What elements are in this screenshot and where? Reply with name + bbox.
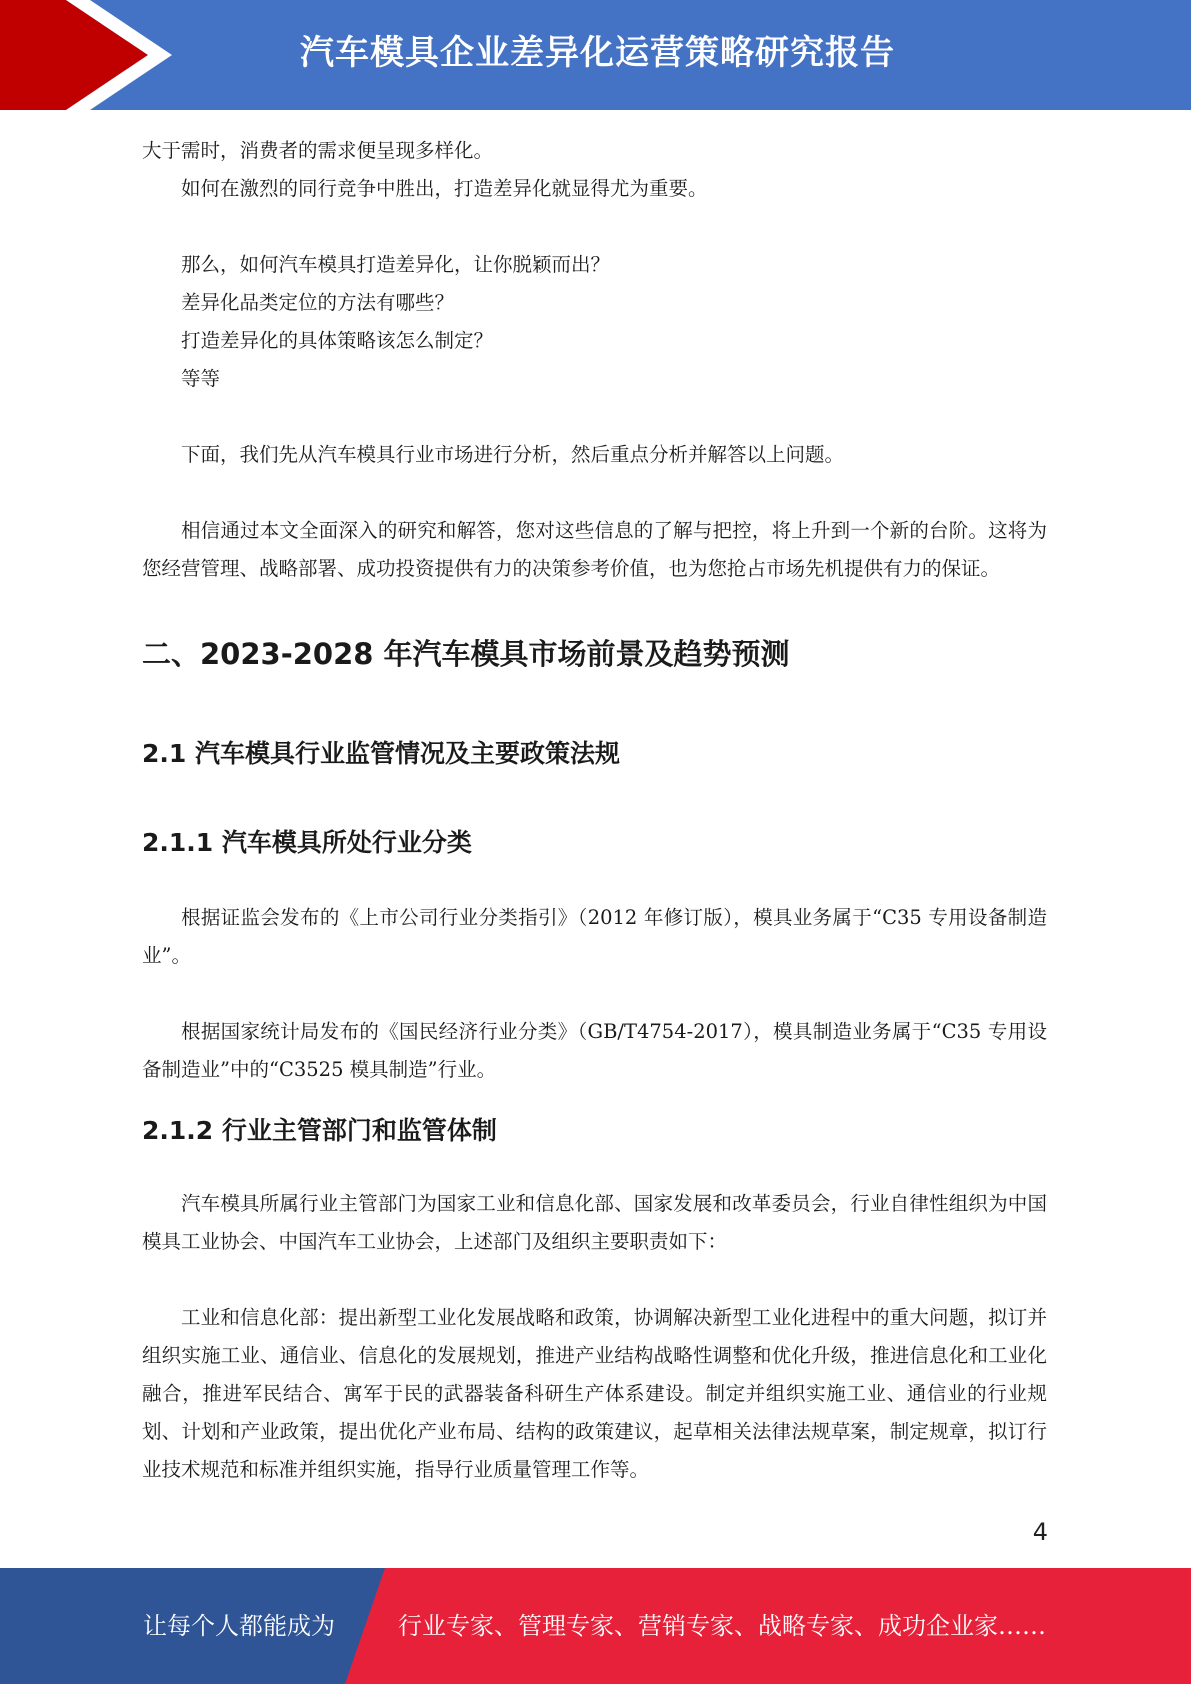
footer-slogan-right: 行业专家、管理专家、营销专家、战略专家、成功企业家…… (398, 1612, 1046, 1640)
chapter-heading: 二、2023-2028 年汽车模具市场前景及趋势预测 (142, 637, 790, 671)
paragraph: 大于需时，消费者的需求便呈现多样化。 (142, 139, 494, 162)
page-body (142, 132, 1047, 1489)
section-heading: 2.1 汽车模具行业监管情况及主要政策法规 (142, 739, 620, 768)
paragraph: 工业和信息化部：提出新型工业化发展战略和政策，协调解决新型工业化进程中的重大问题，拟订并组织实施工业、通信业、信息化的发展规划，推进产业结构战略性调整和优化升级，推进信息化和工业化融合，推进军民结合、寓军于民的武器装备科研生产体系建设。制定并组织实施工业、通信业的行业规划、计划和产业政策，提出优化产业布局、结构的政策建议，起草相关法律法规草案，制定规章，拟订行业技术规范和标准并组织实施，指导行业质量管理工作等。 (142, 1306, 1047, 1481)
question-line: 那么，如何汽车模具打造差异化，让你脱颖而出？ (181, 253, 611, 276)
subsection-heading: 2.1.2 行业主管部门和监管体制 (142, 1116, 497, 1145)
paragraph: 如何在激烈的同行竞争中胜出，打造差异化就显得尤为重要。 (181, 177, 708, 200)
paragraph: 相信通过本文全面深入的研究和解答，您对这些信息的了解与把控，将上升到一个新的台阶。这将为您经营管理、战略部署、成功投资提供有力的决策参考价值，也为您抢占市场先机提供有力的保证。 (142, 519, 1047, 580)
page-number: 4 (1032, 1518, 1048, 1546)
footer-slogan-left: 让每个人都能成为 (143, 1612, 335, 1640)
report-title: 汽车模具企业差异化运营策略研究报告 (300, 33, 895, 73)
page-footer (0, 1568, 1191, 1684)
question-line: 打造差异化的具体策略该怎么制定？ (181, 329, 494, 352)
question-line: 等等 (181, 367, 221, 390)
question-line: 差异化品类定位的方法有哪些？ (181, 291, 455, 314)
subsection-heading: 2.1.1 汽车模具所处行业分类 (142, 828, 472, 857)
paragraph: 根据国家统计局发布的《国民经济行业分类》（GB/T4754-2017），模具制造业务属于“C35 专用设备制造业”中的“C3525 模具制造”行业。 (142, 1020, 1047, 1081)
page-header (0, 0, 1191, 110)
paragraph: 根据证监会发布的《上市公司行业分类指引》（2012 年修订版），模具业务属于“C35 专用设备制造业”。 (142, 906, 1047, 967)
paragraph: 汽车模具所属行业主管部门为国家工业和信息化部、国家发展和改革委员会，行业自律性组织为中国模具工业协会、中国汽车工业协会，上述部门及组织主要职责如下： (142, 1192, 1047, 1253)
paragraph: 下面，我们先从汽车模具行业市场进行分析，然后重点分析并解答以上问题。 (181, 443, 845, 466)
